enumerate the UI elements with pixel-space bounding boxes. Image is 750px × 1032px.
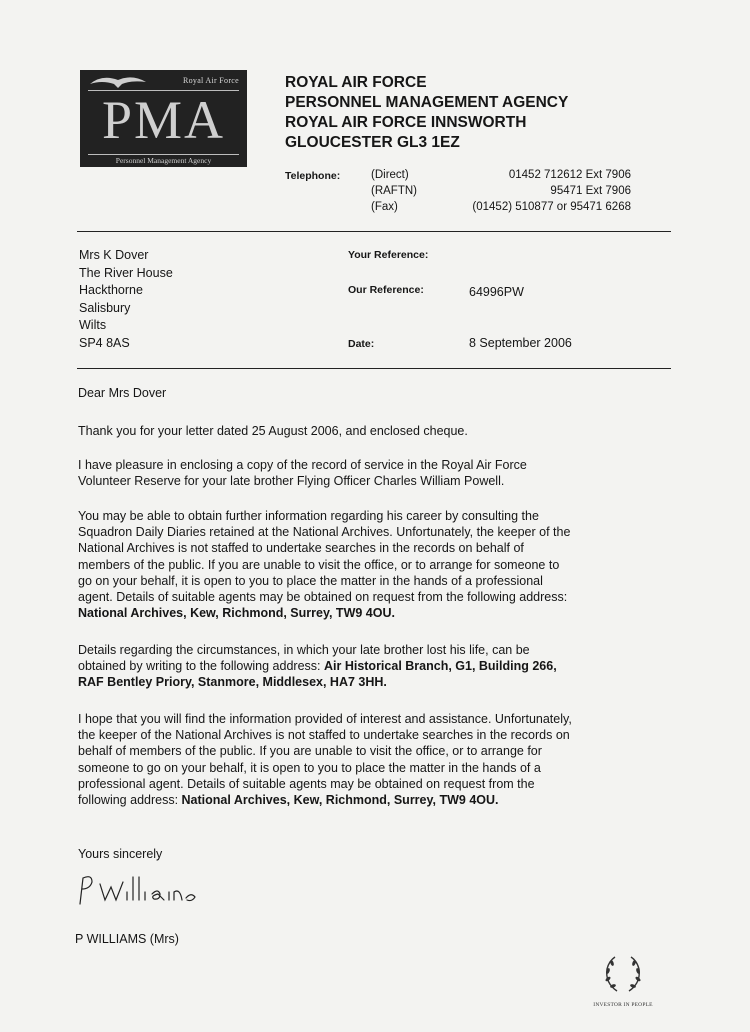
address-line: Mrs K Dover: [79, 248, 149, 262]
closing: Yours sincerely: [78, 847, 163, 861]
date-value: 8 September 2006: [469, 336, 572, 350]
logo-letters: PMA: [101, 90, 226, 150]
eagle-icon: [88, 72, 148, 90]
header-rule: [77, 231, 671, 232]
paragraph-4: [78, 642, 674, 691]
salutation: Dear Mrs Dover: [78, 386, 167, 400]
org-line: PERSONNEL MANAGEMENT AGENCY: [285, 94, 569, 111]
logo-subtitle: Personnel Management Agency: [115, 156, 212, 165]
paragraph-1: Thank you for your letter dated 25 August 2006, and enclosed cheque.: [78, 424, 468, 438]
address-line: Salisbury: [79, 300, 131, 315]
org-address: [285, 73, 568, 153]
paragraph-line: Volunteer Reserve for your late brother Flying Officer Charles William Powell.: [78, 474, 505, 489]
org-line: GLOUCESTER GL3 1EZ: [285, 134, 460, 151]
paragraph-line: I have pleasure in enclosing a copy of the record of service in the Royal Air Force: [78, 458, 527, 472]
telephone-label: Telephone:: [285, 170, 341, 182]
paragraph-line: Details regarding the circumstances, in which your late brother lost his life, can be: [78, 643, 530, 657]
recipient-address: [79, 247, 173, 352]
address-line: Hackthorne: [79, 283, 143, 297]
logo-divider: [88, 154, 239, 155]
address-line: The River House: [79, 265, 173, 280]
your-reference-label: Your Reference:: [348, 249, 429, 261]
org-line: ROYAL AIR FORCE: [285, 74, 427, 91]
paragraph-text: following address:: [78, 793, 182, 808]
paragraph-line: go on your behalf, it is open to you to place the matter in the hands of a professional: [78, 573, 543, 588]
investor-in-people-logo: [593, 953, 653, 1008]
paragraph-line: [78, 658, 674, 674]
address-line: SP4 8AS: [79, 335, 130, 350]
paragraph-line: Squadron Daily Diaries retained at the National Archives. Unfortunately, the keeper of the: [78, 525, 571, 540]
paragraph-line: someone to go on your behalf, it is open to you to place the matter in the hands of a: [78, 760, 541, 775]
paragraph-text: obtained by writing to the following address:: [78, 659, 324, 674]
paragraph-line: [78, 792, 674, 808]
archives-address: National Archives, Kew, Richmond, Surrey, TW9 4OU.: [181, 793, 499, 808]
telephone-number: 95471 Ext 7906: [550, 185, 631, 197]
telephone-type: (Direct): [371, 169, 409, 181]
org-line: ROYAL AIR FORCE INNSWORTH: [285, 114, 527, 131]
address-line: Wilts: [79, 318, 107, 332]
telephone-type: (Fax): [371, 201, 398, 213]
paragraph-line: You may be able to obtain further information regarding his career by consulting the: [78, 509, 539, 523]
paragraph-2: [78, 457, 674, 489]
paragraph-line: agent. Details of suitable agents may be obtained on request from the following address:: [78, 590, 568, 605]
archives-address: National Archives, Kew, Richmond, Surrey, TW9 4OU.: [78, 606, 395, 621]
paragraph-line: members of the public. If you are unable to visit the office, or to arrange for someone to: [78, 557, 560, 572]
paragraph-5: [78, 711, 674, 808]
telephone-number: (01452) 510877 or 95471 6268: [472, 201, 631, 213]
telephone-number: 01452 712612 Ext 7906: [508, 169, 631, 181]
paragraph-line: I hope that you will find the information provided of interest and assistance. Unfortunately,: [78, 712, 572, 726]
date-label: Date:: [348, 338, 375, 350]
branch-address: RAF Bentley Priory, Stanmore, Middlesex, HA7 3HH.: [78, 675, 387, 690]
investor-in-people-text: INVESTOR IN PEOPLE: [593, 1002, 653, 1008]
our-reference-label: Our Reference:: [348, 284, 424, 296]
branch-address: Air Historical Branch, G1, Building 266,: [323, 659, 557, 674]
paragraph-line: National Archives is not staffed to undertake searches in the records on behalf of: [78, 541, 524, 556]
paragraph-line: professional agent. Details of suitable agents may be obtained on request from the: [78, 776, 535, 791]
laurel-wreath-icon: [601, 953, 645, 995]
telephone-type: (RAFTN): [371, 185, 417, 197]
logo-crest-text: Royal Air Force: [182, 76, 239, 85]
handwritten-signature: [74, 870, 204, 910]
pma-logo: [80, 70, 247, 167]
signatory-name: P WILLIAMS (Mrs): [75, 932, 179, 946]
address-rule: [77, 368, 671, 369]
paragraph-line: behalf of members of the public. If you are unable to visit the office, or to arrange for: [78, 744, 542, 759]
paragraph-line: the keeper of the National Archives is not staffed to undertake searches in the records on: [78, 728, 570, 743]
our-reference-value: 64996PW: [469, 285, 524, 299]
paragraph-3: [78, 508, 674, 621]
